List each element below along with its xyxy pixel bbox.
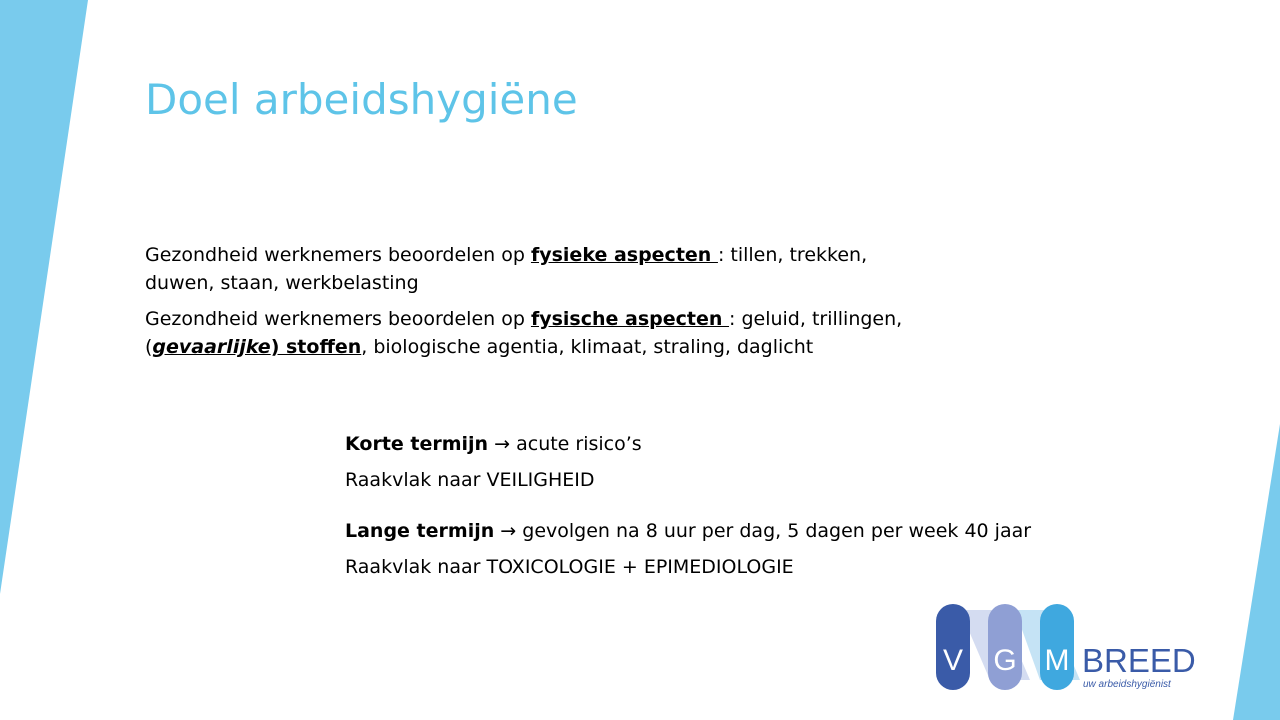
emphasis-fysieke: fysieke aspecten [530, 244, 718, 266]
long-term-line [345, 517, 1185, 545]
paragraph-lead: Gezondheid werknemers beoordelen op [145, 308, 531, 330]
left-accent-band [0, 0, 88, 594]
body-text [145, 241, 975, 369]
paragraph-rest-line2: duwen, staan, werkbelasting [145, 272, 419, 294]
paragraph-physical [145, 241, 975, 297]
short-term-relation: Raakvlak naar VEILIGHEID [345, 469, 595, 491]
short-term-label: Korte termijn [345, 433, 489, 455]
long-term-text: gevolgen na 8 uur per dag, 5 dagen per week 40 jaar [516, 520, 1032, 542]
paragraph-physics [145, 305, 975, 361]
emphasis-gevaarlijke: gevaarlijke [152, 336, 271, 358]
logo-letter-g: G [993, 644, 1017, 677]
emphasis-stoffen: ) stoffen [270, 336, 362, 358]
long-term-label: Lange termijn [345, 520, 495, 542]
slide-title: Doel arbeidshygiëne [145, 75, 578, 124]
long-term-relation: Raakvlak naar TOXICOLOGIE + EPIMEDIOLOGIE [345, 556, 794, 578]
logo-name: BREED [1082, 642, 1196, 679]
paragraph-lead: Gezondheid werknemers beoordelen op [145, 244, 531, 266]
terms-block [345, 430, 1185, 581]
paragraph-rest: : tillen, trekken, [717, 244, 868, 266]
short-term-line [345, 430, 1185, 458]
logo-tagline: uw arbeidshygiënist [1083, 679, 1171, 690]
open-paren: ( [145, 336, 153, 358]
arrow-icon: → [494, 433, 511, 455]
right-accent-band [1233, 424, 1280, 720]
paragraph-rest: : geluid, trillingen, [729, 308, 903, 330]
logo-letter-m: M [1044, 644, 1070, 677]
paragraph-rest-line2: , biologische agentia, klimaat, straling, daglicht [361, 336, 814, 358]
arrow-icon: → [500, 520, 517, 542]
vgm-breed-logo [930, 600, 1210, 700]
emphasis-fysische: fysische aspecten [530, 308, 730, 330]
short-term-text: acute risico’s [510, 433, 642, 455]
logo-letter-v: V [942, 644, 964, 677]
